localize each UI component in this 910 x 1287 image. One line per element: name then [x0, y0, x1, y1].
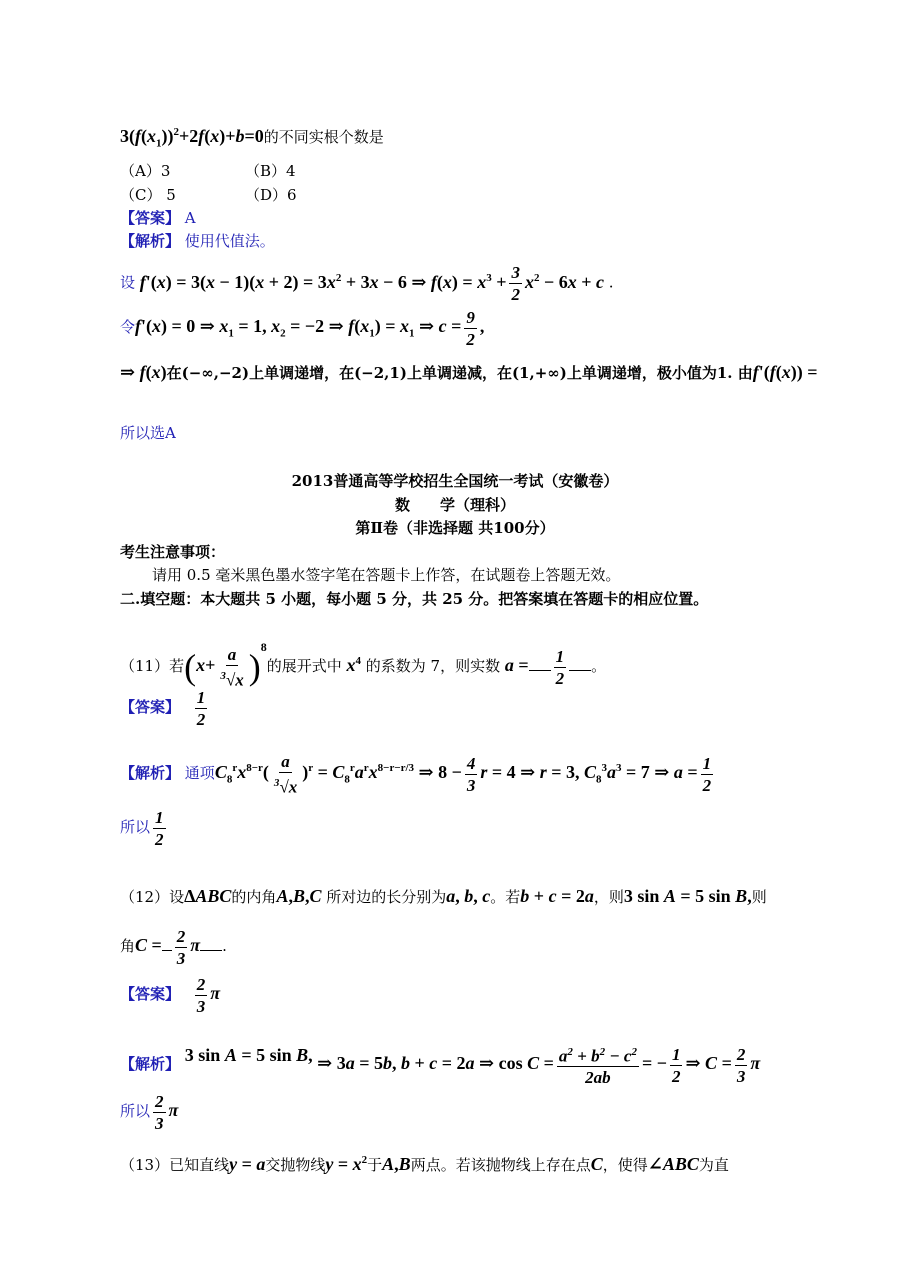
q10-monotonic: ⇒ f(x) — [120, 362, 167, 382]
q11-label: （11）若 — [120, 657, 185, 675]
line2-prefix: 令 — [120, 318, 136, 336]
q10-analysis — [120, 231, 275, 251]
analysis-text: 使用代值法。 — [184, 232, 275, 250]
exam-subject: 数 学（理科） — [394, 496, 515, 514]
answer-tag: 【答案】 — [120, 985, 181, 1003]
q10-line3: ⇒ f(x)在(−∞,−2)上单调递增，在(−2,1)上单调递减，在(1,+∞)上单调递增，极小值为1. 由f'(f(x)) = — [120, 362, 818, 382]
conclusion-text: 所以 — [120, 818, 151, 836]
frac-1-2: $\frac{1}{2}$ — [155, 807, 164, 849]
q13-t2: 于 — [367, 1156, 383, 1174]
frac-cosine-law: $\frac{a^2 + b^2 - c^2}{2ab}$ — [557, 1042, 639, 1089]
q10-conclusion: 所以选A — [120, 424, 176, 442]
analysis-tag: 【解析】 — [120, 232, 181, 250]
q12-t1: 的内角 — [231, 888, 277, 906]
q12-t2: 所对边的长分别为 — [326, 888, 447, 906]
frac-1-2: $\frac{1}{2}$ — [671, 1044, 681, 1086]
q10-options-row1 — [120, 161, 296, 181]
frac-9-2: $\frac{9}{2}$ — [466, 307, 475, 349]
option-d: （D）6 — [245, 186, 297, 204]
q10-stem — [120, 122, 384, 154]
frac-2-3: $\frac{2}{3}$ — [196, 974, 206, 1016]
q10-answer — [120, 208, 196, 228]
q12-t3: 。若 — [490, 888, 521, 906]
monotonic-text: 在(−∞,−2)上单调递增，在(−2,1)上单调递减，在(1,+∞)上单调递增，极小值为1. 由 — [166, 364, 753, 382]
frac-1-2: $\frac{1}{2}$ — [555, 646, 565, 688]
q13-stem: （13）已知直线y = a交抛物线$y = x^2$于A,B两点。若该抛物线上存在点C，使得∠ABC为直 — [120, 1154, 729, 1174]
q10-line1: 设 $f'(x) = 3(x - 1)(x + 2) = 3x^2 + 3x - 6$ ⇒ $f(x) = x^3$ + $\frac{3}{2}$ $x^2 - 6x + c$ . — [120, 263, 614, 304]
section2-heading: 二.填空题：本大题共 5 小题，每小题 5 分，共 25 分。把答案填在答题卡的相应位置。 — [120, 590, 709, 608]
notes-heading: 考生注意事项： — [120, 543, 226, 561]
answer-tag: 【答案】 — [120, 698, 181, 716]
q10-stem-text: 的不同实根个数是 — [263, 128, 384, 146]
q12-t5: 则 — [751, 888, 767, 906]
q12-answer: 【答案】 $\frac{2}{3}$ π — [120, 974, 221, 1016]
frac-2-3: $\frac{2}{3}$ — [176, 926, 186, 968]
q11-end: 。 — [591, 657, 607, 675]
q13-t3: 两点。若该抛物线上存在点 — [410, 1156, 591, 1174]
notes-text: 请用 0.5 毫米黑色墨水签字笔在答题卡上作答，在试题卷上答题无效。 — [152, 566, 621, 584]
q12-t4: ，则 — [593, 888, 624, 906]
frac-a-cbrtx: $\frac{a}{^3√x}$ — [273, 751, 298, 797]
q12-analysis: 【解析】 3 sin A = 5 sin B, ⇒ 3a = 5b, b + c = 2a ⇒ cos C = $\frac{a^2 + b^2 - c^2}{2ab}$ = − $\frac{1}{2}$ ⇒ C = $\frac{2}{3}$ π — [120, 1032, 760, 1088]
answer-value: A — [184, 209, 196, 227]
analysis-tag: 【解析】 — [120, 764, 181, 782]
frac-a-cbrtx: $\frac{a}{^3√x}$ — [220, 644, 244, 690]
analysis-word: 通项 — [184, 764, 215, 782]
exam-title: 2013普通高等学校招生全国统一考试（安徽卷） — [291, 472, 619, 490]
answer-tag: 【答案】 — [120, 209, 181, 227]
q11-answer — [120, 684, 210, 730]
q12-line2-prefix: 角 — [120, 937, 136, 955]
analysis-tag: 【解析】 — [120, 1055, 181, 1073]
q10-derivative: $f'(x) = 3(x - 1)(x + 2) = 3x^2 + 3x - 6$ ⇒ $f(x) = x^3$ + — [139, 271, 507, 292]
q13-t5: 为直 — [698, 1156, 729, 1174]
q12-label: （12）设 — [120, 888, 185, 906]
exam-volume: 第Ⅱ卷（非选择题 共100分） — [355, 519, 555, 537]
q13-t4: ，使得 — [602, 1156, 648, 1174]
q10-options-row2 — [120, 185, 297, 205]
q12-stem: （12）设ΔABC的内角A,B,C 所对边的长分别为a, b, c。若b + c = 2a，则3 sin A = 5 sin B,则 — [120, 886, 767, 906]
conclusion-text: 所以 — [120, 1102, 151, 1120]
q11-mid: 的展开式中 — [266, 657, 342, 675]
q11-analysis: 【解析】 通项$C_8^rx^{8-r}$( $\frac{a}{^3√x}$ )$^r = C_8^ra^rx^{8-r-r/3}$ ⇒ 8 − $\frac{4}{3}$ r = 4 ⇒ r = 3, $C_8^3a^3 = 7$ ⇒ a = $\frac{1}{2}$ — [120, 751, 712, 797]
frac-2-3: $\frac{2}{3}$ — [155, 1091, 164, 1133]
q10-equation: $3(f(x_1))^2+2f(x)+b=0$ — [120, 126, 264, 150]
frac-1-2: $\frac{1}{2}$ — [702, 753, 712, 795]
frac-4-3: $\frac{4}{3}$ — [466, 753, 476, 795]
q11-tail: 的系数为 7，则实数 — [365, 657, 501, 675]
q13-label: （13）已知直线 — [120, 1156, 230, 1174]
q10-line2: 令f'(x) = 0 ⇒ $x_1 = 1$, $x_2 = -2$ ⇒ $f(x_1) = x_1$ ⇒ c = $\frac{9}{2}$ , — [120, 307, 485, 349]
option-b: （B）4 — [245, 162, 296, 180]
option-c: （C） 5 — [120, 186, 176, 204]
frac-3-2: $\frac{3}{2}$ — [511, 263, 520, 304]
option-a: （A）3 — [120, 162, 171, 180]
q13-t1: 交抛物线 — [265, 1156, 326, 1174]
q12-line2: 角C = $\frac{2}{3}$ π . — [120, 926, 227, 968]
frac-2-3: $\frac{2}{3}$ — [736, 1044, 746, 1086]
frac-1-2: $\frac{1}{2}$ — [196, 687, 206, 729]
line1-prefix: 设 — [120, 273, 136, 292]
q11-conclusion — [120, 804, 169, 850]
q10-critical: f'(x) = 0 ⇒ $x_1 = 1$, $x_2 = -2$ ⇒ $f(x_1) = x_1$ ⇒ c = — [135, 316, 462, 340]
q12-conclusion: 所以 $\frac{2}{3}$ π — [120, 1091, 179, 1133]
q11-stem: （11）若(x+ $\frac{a}{^3√x}$ )$^8$的展开式中 $x^4$ 的系数为 7，则实数 a = $\frac{1}{2}$ 。 — [120, 640, 607, 690]
